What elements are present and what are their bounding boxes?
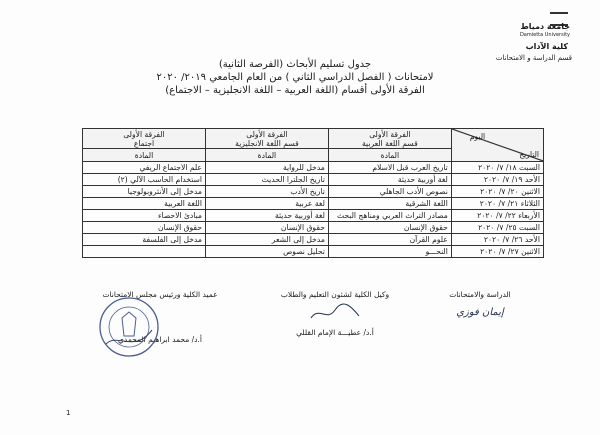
table-row <box>83 198 544 210</box>
group-header-arabic <box>328 129 451 149</box>
dept-title: الدراسة والامتحانات <box>449 290 511 299</box>
english-subject-cell: لغة أوربية حديثة <box>205 210 328 222</box>
group-line: الفرقة الأولى <box>246 129 288 139</box>
university-logo <box>484 8 584 62</box>
table-row <box>83 162 544 174</box>
date-cell: السبت ٢٥/ ٧/ ٢٠٢٠ <box>451 222 543 234</box>
group-line: قسم اللغة العربية <box>361 138 418 148</box>
arabic-subject-cell: علوم القرآن <box>328 234 451 246</box>
page-number: 1 <box>66 409 71 417</box>
faculty-name: كلية الآداب <box>525 42 568 51</box>
schedule-body <box>83 162 544 258</box>
vice-dean-signature-block <box>250 290 420 337</box>
sociology-subject-cell: اللغة العربية <box>83 198 206 210</box>
table-row <box>83 174 544 186</box>
table-row <box>83 246 544 258</box>
vice-dean-name: أ.د/ عطيـــة الإمام القللي <box>296 328 374 337</box>
arabic-subject-cell: لغة أوربية حديثة <box>328 174 451 186</box>
english-subject-cell: لغة عربية <box>205 198 328 210</box>
title-line-2: لامتحانات ( الفصل الدراسي الثاني ) من العام الجامعي ٢٠١٩/ ٢٠٢٠ <box>156 72 434 83</box>
date-header-cell <box>451 129 543 162</box>
group-line: قسم اللغة الانجليزية <box>235 138 299 148</box>
sociology-subject-cell: حقوق الإنسان <box>83 222 206 234</box>
english-subject-cell: تاريخ الأدب <box>205 186 328 198</box>
date-cell: الأحد ١٩/ ٧/ ٢٠٢٠ <box>451 174 543 186</box>
arabic-subject-cell: النحـــو <box>328 246 451 258</box>
date-cell: الثلاثاء ٢١/ ٧/ ٢٠٢٠ <box>451 198 543 210</box>
sociology-subject-cell: مدخل إلى الفلسفة <box>83 234 206 246</box>
table-row <box>83 186 544 198</box>
date-cell: الاثنين ٢٧/ ٧/ ٢٠٢٠ <box>451 246 543 258</box>
arabic-subject-cell: مصادر التراث العربي ومناهج البحث <box>328 210 451 222</box>
group-line: الفرقة الأولى <box>369 129 411 139</box>
english-subject-cell: تاريخ الجلترا الحديث <box>205 174 328 186</box>
date-header-label: التاريخ <box>519 150 539 159</box>
vice-dean-signature-icon <box>305 302 365 324</box>
vice-dean-title: وكيل الكلية لشئون التعليم والطلاب <box>280 290 390 299</box>
sociology-subject-cell: مدخل إلى الأنثروبولوجيا <box>83 186 206 198</box>
arabic-subject-cell: حقوق الإنسان <box>328 222 451 234</box>
dean-name: أ.د/ محمد ابراهيم المحمدي <box>118 335 202 344</box>
date-cell: الاثنين ٢٠/ ٧/ ٢٠٢٠ <box>451 186 543 198</box>
dean-signature-block <box>70 290 250 344</box>
arabic-subject-cell: نصوص الأدب الجاهلي <box>328 186 451 198</box>
dept-signature: إيمان فوزي <box>456 307 504 318</box>
date-cell: الأربعاء ٢٢/ ٧/ ٢٠٢٠ <box>451 210 543 222</box>
university-name-arabic: جامعة دمياط <box>520 22 570 31</box>
department-name: قسم الدراسة و الامتحانات <box>495 54 572 62</box>
schedule-table <box>82 128 544 258</box>
sociology-subject-cell: مبادئ الاحصاء <box>83 210 206 222</box>
subject-header: المادة <box>328 149 451 162</box>
sociology-subject-cell <box>83 246 206 258</box>
official-stamp-icon <box>98 296 160 358</box>
english-subject-cell: تحليل نصوص <box>205 246 328 258</box>
university-name-english: Damietta University <box>519 32 570 38</box>
group-line: الفرقة الأولى <box>123 129 165 139</box>
sociology-subject-cell: استخدام الحاسب الآلي (٢) <box>83 174 206 186</box>
subject-header: المادة <box>205 149 328 162</box>
subject-header: المادة <box>83 149 206 162</box>
arabic-subject-cell: تاريخ العرب قبل الاسلام <box>328 162 451 174</box>
title-line-3: الفرقة الأولى أقسام (اللغة العربية – اللغة الانجليزية – الاجتماع) <box>165 85 425 96</box>
arabic-subject-cell: اللغة الشرقية <box>328 198 451 210</box>
group-line: اجتماع <box>133 138 155 148</box>
date-cell: الأحد ٢٦/ ٧/ ٢٠٢٠ <box>451 234 543 246</box>
date-cell: السبت ١٨/ ٧/ ٢٠٢٠ <box>451 162 543 174</box>
english-subject-cell: مدخل للرواية <box>205 162 328 174</box>
sociology-subject-cell: علم الاجتماع الريفي <box>83 162 206 174</box>
day-header-label: اليوم <box>469 132 486 141</box>
dept-signature-block <box>410 290 550 318</box>
table-header-row <box>83 129 544 149</box>
table-row <box>83 210 544 222</box>
english-subject-cell: مدخل إلى الشعر <box>205 234 328 246</box>
dean-title: عميد الكلية ورئيس مجلس الامتحانات <box>102 290 218 299</box>
table-row <box>83 234 544 246</box>
group-header-english <box>205 129 328 149</box>
group-header-sociology <box>83 129 206 149</box>
document-titles <box>100 58 490 97</box>
table-row <box>83 222 544 234</box>
english-subject-cell: حقوق الإنسان <box>205 222 328 234</box>
title-line-1: جدول تسليم الأبحاث (الفرصة الثانية) <box>218 59 372 70</box>
